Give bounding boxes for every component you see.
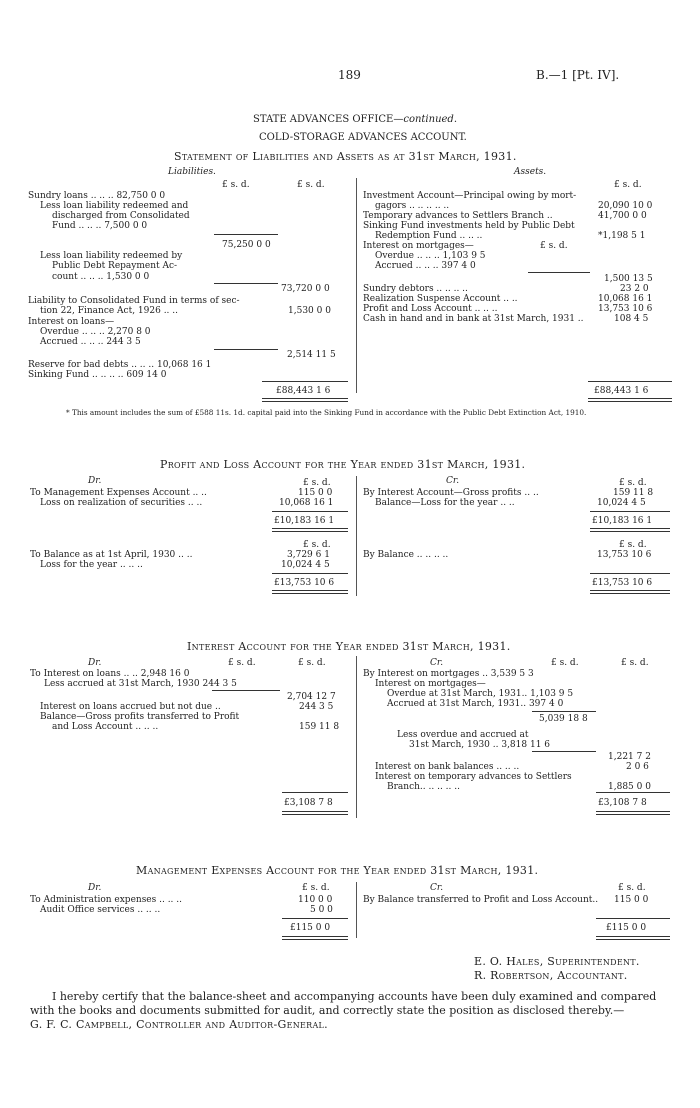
pl-col-head: £ s. d.	[619, 540, 647, 550]
bs-liab-line: Less loan liability redeemed and	[40, 201, 189, 211]
bs-liab-line: Sinking Fund .. .. .. .. 609 14 0	[28, 370, 167, 380]
col-head-3: £ s. d.	[614, 180, 642, 190]
pl-col-head: £ s. d.	[303, 478, 331, 488]
bs-liab-line: Interest on loans—	[28, 317, 115, 327]
bs-asset-line: Temporary advances to Settlers Branch ..	[363, 211, 553, 221]
bs-liab-amount: 1,530 0 0	[288, 306, 331, 316]
pl-cr-line: Balance—Loss for the year .. ..	[375, 498, 515, 508]
me-col-head: £ s. d.	[618, 883, 646, 893]
pl-total: £13,753 10 6	[274, 578, 335, 588]
ia-dr: Dr.	[88, 658, 102, 668]
pl-amount: 159 11 8	[613, 488, 654, 498]
ia-amount: 2 0 6	[626, 762, 649, 772]
ia-cr-line: By Interest on mortgages .. 3,539 5 3	[363, 669, 534, 679]
pl-amount: 115 0 0	[298, 488, 333, 498]
me-title: Management Expenses Account for the Year ended 31st March, 1931.	[136, 864, 539, 877]
bs-liab-line: Liability to Consolidated Fund in terms of sec-	[28, 296, 240, 306]
pl-cr-line: By Interest Account—Gross profits .. ..	[363, 488, 539, 498]
pl-cr: Cr.	[446, 476, 460, 486]
ia-col-head: £ s. d.	[228, 658, 256, 668]
statement-title: Statement of Liabilities and Assets as at 31st March, 1931.	[174, 150, 517, 163]
bs-asset-amount: 23 2 0	[620, 284, 649, 294]
bs-liab-line: Less loan liability redeemed by	[40, 251, 183, 261]
me-amount: 115 0 0	[614, 895, 649, 905]
me-total: £115 0 0	[606, 923, 647, 933]
bs-asset-line: Accrued .. .. .. 397 4 0	[375, 261, 476, 271]
pl-total: £10,183 16 1	[592, 516, 653, 526]
account-title: COLD-STORAGE ADVANCES ACCOUNT.	[259, 132, 467, 143]
page-number: 189	[338, 68, 361, 82]
assets-heading: Assets.	[514, 167, 547, 177]
bs-liab-line: Reserve for bad debts .. .. .. 10,068 16 1	[28, 360, 212, 370]
ia-amount: 244 3 5	[299, 702, 334, 712]
pl-amount: 3,729 6 1	[287, 550, 330, 560]
pl-amount: 10,024 4 5	[281, 560, 330, 570]
pl-col-head: £ s. d.	[303, 540, 331, 550]
bs-liab-line: Sundry loans .. .. .. 82,750 0 0	[28, 191, 166, 201]
bs-liab-line: Fund .. .. .. 7,500 0 0	[52, 221, 148, 231]
bs-liab-total: £88,443 1 6	[276, 386, 331, 396]
pl-dr: Dr.	[88, 476, 102, 486]
ia-cr-line: Interest on bank balances .. .. ..	[375, 762, 520, 772]
col-head-1: £ s. d.	[222, 180, 250, 190]
bs-asset-amount: 20,090 10 0	[598, 201, 653, 211]
bs-liab-line: count .. .. .. 1,530 0 0	[52, 272, 150, 282]
bs-asset-line: Cash in hand and in bank at 31st March, 1931 ..	[363, 314, 584, 324]
pl-amount: 10,024 4 5	[597, 498, 646, 508]
bs-liab-amount: 73,720 0 0	[281, 284, 330, 294]
me-dr-line: Audit Office services .. .. ..	[40, 905, 161, 915]
ia-total: £3,108 7 8	[598, 798, 647, 808]
bs-asset-line: gagors .. .. .. .. ..	[375, 201, 450, 211]
ia-amount: 1,885 0 0	[608, 782, 651, 792]
ia-amount: 5,039 18 8	[539, 714, 588, 724]
certificate-line: I hereby certify that the balance-sheet and accompanying accounts have been duly examined and compared	[52, 990, 657, 1003]
bs-asset-amount: 41,700 0 0	[598, 211, 647, 221]
office-title-continued: continued.	[403, 114, 458, 125]
bs-asset-line: Investment Account—Principal owing by mort-	[363, 191, 577, 201]
me-dr: Dr.	[88, 883, 102, 893]
ia-dr-line: and Loss Account .. .. ..	[52, 722, 159, 732]
bs-asset-line: Profit and Loss Account .. .. ..	[363, 304, 498, 314]
me-amount: 5 0 0	[310, 905, 333, 915]
bs-liab-line: discharged from Consolidated	[52, 211, 190, 221]
ia-col-head: £ s. d.	[298, 658, 326, 668]
pl-dr-line: Loss on realization of securities .. ..	[40, 498, 203, 508]
bs-asset-line: Sinking Fund investments held by Public Debt	[363, 221, 575, 231]
pl-dr-line: To Management Expenses Account .. ..	[30, 488, 207, 498]
certificate-signatory: G. F. C. Campbell, Controller and Auditor-General.	[30, 1018, 328, 1031]
bs-asset-amount: *1,198 5 1	[598, 231, 646, 241]
pl-total: £13,753 10 6	[592, 578, 653, 588]
bs-asset-line: Interest on mortgages—	[363, 241, 474, 251]
me-dr-line: To Administration expenses .. .. ..	[30, 895, 183, 905]
ia-cr-line: Branch.. .. .. .. ..	[387, 782, 460, 792]
bs-asset-line: Overdue .. .. .. 1,103 9 5	[375, 251, 486, 261]
ia-cr-line: Interest on temporary advances to Settlers	[375, 772, 572, 782]
ia-dr-line: Balance—Gross profits transferred to Profit	[40, 712, 240, 722]
bs-asset-line: Sundry debtors .. .. .. ..	[363, 284, 468, 294]
bs-liab-line: Public Debt Repayment Ac-	[52, 261, 178, 271]
bs-asset-total: £88,443 1 6	[594, 386, 649, 396]
office-title	[253, 114, 457, 126]
ia-col-head: £ s. d.	[551, 658, 579, 668]
pl-col-head: £ s. d.	[619, 478, 647, 488]
office-title-text: STATE ADVANCES OFFICE—	[253, 114, 404, 125]
signature-superintendent: E. O. Hales, Superintendent.	[474, 955, 640, 968]
bs-liab-line: Accrued .. .. .. 244 3 5	[40, 337, 141, 347]
pl-cr-line: By Balance .. .. .. ..	[363, 550, 449, 560]
bs-liab-amount: 75,250 0 0	[222, 240, 271, 250]
pl-title: Profit and Loss Account for the Year ended 31st March, 1931.	[160, 458, 526, 471]
ia-cr-line: Less overdue and accrued at	[397, 730, 529, 740]
bs-asset-subhead: £ s. d.	[540, 241, 568, 251]
me-amount: 110 0 0	[298, 895, 333, 905]
document-reference: B.—1 [Pt. IV].	[536, 68, 620, 82]
signature-accountant: R. Robertson, Accountant.	[474, 969, 628, 982]
certificate-line: with the books and documents submitted for audit, and correctly state the position as disclosed thereby.—	[30, 1004, 625, 1017]
me-cr-line: By Balance transferred to Profit and Loss Account..	[363, 895, 599, 905]
ia-dr-line: Interest on loans accrued but not due ..	[40, 702, 221, 712]
bs-asset-line: Redemption Fund .. .. ..	[375, 231, 483, 241]
ia-cr-line: Overdue at 31st March, 1931.. 1,103 9 5	[387, 689, 574, 699]
bs-asset-amount: 13,753 10 6	[598, 304, 653, 314]
pl-amount: 13,753 10 6	[597, 550, 652, 560]
footnote: * This amount includes the sum of £588 11s. 1d. capital paid into the Sinking Fund in accordance with the Public Debt Extinction Act, 1910.	[66, 408, 587, 417]
ia-amount: 2,704 12 7	[287, 692, 336, 702]
pl-dr-line: Loss for the year .. .. ..	[40, 560, 143, 570]
bs-asset-amount: 1,500 13 5	[604, 274, 653, 284]
ia-cr-line: 31st March, 1930 .. 3,818 11 6	[409, 740, 551, 750]
ia-cr-line: Interest on mortgages—	[375, 679, 486, 689]
pl-dr-line: To Balance as at 1st April, 1930 .. ..	[30, 550, 193, 560]
pl-amount: 10,068 16 1	[279, 498, 334, 508]
ia-dr-line: Less accrued at 31st March, 1930 244 3 5	[44, 679, 237, 689]
bs-asset-amount: 108 4 5	[614, 314, 649, 324]
ia-cr-line: Accrued at 31st March, 1931.. 397 4 0	[387, 699, 564, 709]
me-col-head: £ s. d.	[302, 883, 330, 893]
ia-dr-line: To Interest on loans .. .. 2,948 16 0	[30, 669, 190, 679]
ia-title: Interest Account for the Year ended 31st March, 1931.	[187, 640, 511, 653]
ia-cr: Cr.	[430, 658, 444, 668]
pl-total: £10,183 16 1	[274, 516, 335, 526]
bs-liab-line: Overdue .. .. .. 2,270 8 0	[40, 327, 151, 337]
me-total: £115 0 0	[290, 923, 331, 933]
bs-liab-line: tion 22, Finance Act, 1926 .. ..	[40, 306, 179, 316]
liabilities-heading: Liabilities.	[168, 167, 216, 177]
ia-amount: 159 11 8	[299, 722, 340, 732]
me-cr: Cr.	[430, 883, 444, 893]
col-head-2: £ s. d.	[297, 180, 325, 190]
bs-asset-amount: 10,068 16 1	[598, 294, 653, 304]
bs-liab-amount: 2,514 11 5	[287, 350, 336, 360]
ia-amount: 1,221 7 2	[608, 752, 651, 762]
bs-asset-line: Realization Suspense Account .. ..	[363, 294, 518, 304]
ia-col-head: £ s. d.	[621, 658, 649, 668]
ia-total: £3,108 7 8	[284, 798, 333, 808]
